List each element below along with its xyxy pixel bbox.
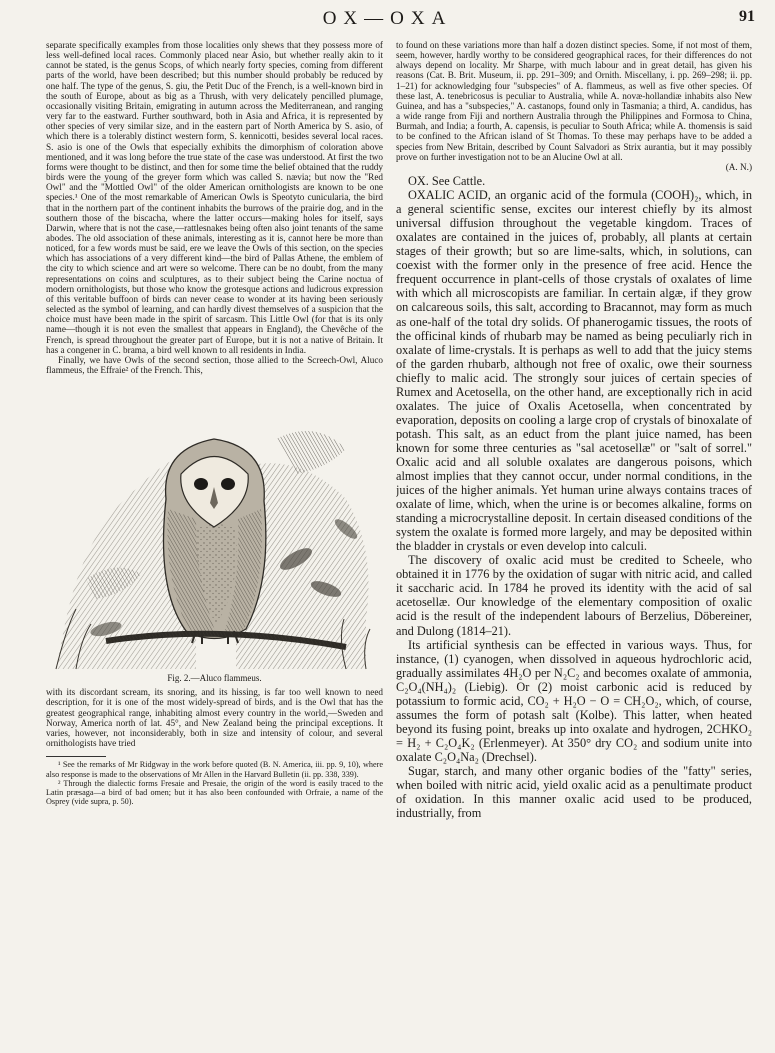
oxalic-acid-article [396, 174, 752, 820]
owl-paragraph-scops: separate specifically examples from those localities only shews that they possess more of less well-defined local races. Commonly placed near Asio, but whether really akin to it cannot be stated, is the genus Scops, of which nearly forty species, coming from different parts of the world, have been described; but this number should probably be reduced by one half. The type of the genus, S. giu, the Petit Duc of the French, is a well-known bird in the south of Europe, about as big as a Thrush, with very delicately pencilled plumage, occasionally visiting Britain, emigrating in autumn across the Mediterranean, and ranging very far to the eastward. Further southward, both in Asia and Africa, it is represented by other species of very similar size, and in the eastern part of North America by S. asio, of which there is a tolerably distinct western form, S. kennicotti, besides several local races. S. asio is one of the Owls that especially exhibits the dimorphism of coloration above mentioned, and it was long before the true state of the case was understood. At first the two forms were thought to be distinct, and then for some time the belief obtained that the ruddy birds were the young of the greyer form which was called S. nævia; but now the "Red Owl" and the "Mottled Owl" of the older American ornithologists are known to be one species.¹ One of the most remarkable of American Owls is Speotyto cunicularia, the bird that in the northern part of the continent inhabits the burrows of the prairie dog, and in the southern those of the biscacha, where the latter occurs—making holes for itself, says Darwin, where that is not the case,—rattlesnakes being often also joint tenants of the same abodes. The old association of these animals, interesting as it is, cannot here be more than noticed, for a few words must be said, ere we leave the Owls of this section, on the species which has associations of a very different kind—the bird of Pallas Athene, the emblem of the city to which science and art were so welcome. There can be no doubt, from the many representations on coins and sculptures, as to their subject being the Carine noctua of modern ornithologists, but those who know the grotesque actions and ludicrous expression of this veritable buffoon of birds can never cease to wonder at its having been seriously selected as the symbol of learning, and can hardly divest themselves of a suspicion that the choice must have been made in the spirit of sarcasm. This Little Owl (for that is its only name—though it is not even the smallest that appears in England), the Chevêche of the French, is spread throughout the greater part of Europe, but it is not a native of Britain. It has a congener in C. brama, a bird well known to all residents in India. [46, 40, 383, 355]
left-column [46, 40, 383, 1040]
footnote-rule [46, 756, 106, 757]
running-head: OX—OXA [322, 8, 453, 29]
owl-paragraph-subspecies: to found on these variations more than half a dozen distinct species. Some, if not most of them, seem, however, hardly worthy to be considered geographical races, for their differences do not always depend on locality. Mr Sharpe, with much labour and in great detail, has given his reasons (Cat. B. Brit. Museum, ii. pp. 291–309; and Ornith. Miscellany, i. pp. 269–298; ii. pp. 1–21) for acknowledging four "subspecies" of A. flammeus, as well as five other species. Of these last, A. tenebricosus is peculiar to Australia, while A. novæ-hollandiæ inhabits also New Guinea, and has a "subspecies," A. castanops, found only in Tasmania; a third, A. candidus, has a wide range from Fiji and northern Australia through the Philippines and Formosa to China, Burmah, and India; a fourth, A. capensis, is peculiar to South Africa; while A. thomensis is said to be confined to the African island of St Thomas. To these may perhaps have to be added a species from New Britain, described by Count Salvadori as Strix aurantia, but it may possibly prove on further investigation not to be an Alucine Owl at all. [396, 40, 752, 162]
page-number: 91 [739, 8, 755, 25]
footnote-2: ² Through the dialectic forms Fresaie and Presaie, the origin of the word is easily traced to the Latin præsaga—a bird of bad omen; but it has also been confounded with Orfraie, a name of the Osprey (vide supra, p. 50). [46, 778, 383, 807]
signature-line [396, 162, 752, 172]
owl-illustration [46, 379, 383, 671]
oxalic-paragraph-3: Its artificial synthesis can be effected in various ways. Thus, for instance, (1) cyanogen, when dissolved in aqueous hydrochloric acid, gradually assimilates 4H₂O per N₂C₂ and becomes oxalate of ammonia, C₂O₄(NH₄)₂ (Liebig). Or (2) moist carbonic acid is reduced by potassium to formic acid, CO₂ + H₂O − O = CH₂O₂, which, of course, assumes the form of potash salt (Kolbe). This latter, when heated beyond its fusing point, breaks up into oxalate and hydrogen, 2CHKO₂ = H₂ + C₂O₄K₂ (Erlenmeyer). At 350° dry CO₂ and sodium unite into oxalate C₂O₄Na₂ (Drechsel). [396, 637, 752, 764]
right-column [396, 40, 752, 1040]
oxalic-paragraph-2: The discovery of oxalic acid must be credited to Scheele, who obtained it in 1776 by the oxidation of sugar with nitric acid, and called it saccharic acid. In 1784 he proved its identity with the acid of sal acetosellæ. Our knowledge of the elementary composition of oxalic acid is the result of the independent labours of Berzelius, Döbereiner, and Dulong (1814–21). [396, 553, 752, 638]
owl-engraving [46, 379, 383, 671]
ox-cross-reference: OX. See Cattle. [408, 174, 486, 189]
owl-paragraph-distribution: with its discordant scream, its snoring, and its hissing, is far too well known to need description, for it is one of the most widely-spread of birds, and is the Owl that has the greatest geographical range, inhabiting almost every country in the world,—Sweden and Norway, America north of lat. 45°, and New Zealand being the principal exceptions. It varies, however, not inconsiderably, both in size and intensity of colour, and several ornithologists have tried [46, 687, 383, 749]
owl-continuation [396, 40, 752, 172]
footnote-1: ¹ See the remarks of Mr Ridgway in the work before quoted (B. N. America, iii. pp. 9, 10), where also response is made to the observations of Mr Allen in the Harvard Bulletin (ii. pp. 338, 339). [46, 760, 383, 779]
figure-caption: Fig. 2.—Aluco flammeus. [167, 673, 262, 684]
owl-paragraph-screech-owl: Finally, we have Owls of the second section, those allied to the Screech-Owl, Aluco flammeus, the Effraie² of the French. This, [46, 354, 383, 375]
author-signature: (A. N.) [725, 161, 752, 172]
oxalic-paragraph-4: Sugar, starch, and many other organic bodies of the "fatty" series, when boiled with nitric acid, yield oxalic acid as a penultimate product of oxidation. In this manner oxalic acid used to be produced, industrially, from [396, 764, 752, 821]
oxalic-paragraph-1: OXALIC ACID, an organic acid of the formula (COOH)₂, which, in a general scientific sense, excites our interest chiefly by its almost universal diffusion throughout the vegetable kingdom. Traces of oxalates are contained in the juices of, probably, all plants at certain stages of their growth; but so are lime-salts, which, in solutions, can coexist with the former only in the presence of free acid. Hence the frequent occurrence in plant-cells of those crystals of oxalates of lime with which all microscopists are familiar. In certain algæ, if they grow on calcareous soils, this salt, according to Bracannot, may form as much as one-half of the total dry solids. Of phanerogamic tissues, the roots of the officinal kinds of rhubarb may be named as being peculiarly rich in oxalate of lime-crystals. It is perhaps as well to add that the juicy stems of the garden rhubarb, although not free of oxalic, owe their sourness chiefly to malic acid. The strongly sour juices of certain species of Rumex and Acetosella, on the other hand, are exceptionally rich in acid oxalates. The juice of Oxalis Acetosella, when concentrated by evaporation, deposits on cooling a large crop of crystals of binoxalate of potash. This salt, as an educt from the plant juice named, has been known for some three centuries as "sal acetosellæ" or "salt of sorrel." Oxalic acid and all soluble oxalates are dangerous poisons, which almost implies that they cannot occur, under normal conditions, in the juices of the higher animals. Yet human urine always contains traces of oxalate of lime, which, when the urine is or becomes alkaline, forms on standing a microcrystalline deposit. In certain diseased conditions of the system the oxalate is formed more largely, and may be deposited within the bladder in crystals or even develop into calculi. [396, 188, 752, 554]
